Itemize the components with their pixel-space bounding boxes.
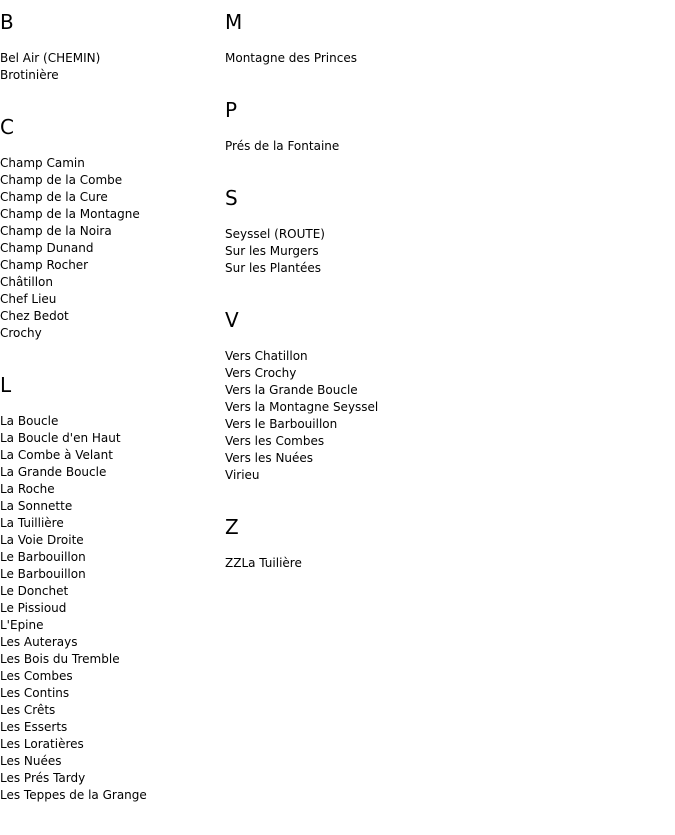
letter-heading: B [0,10,14,34]
street-list-item [0,566,215,583]
street-link[interactable]: Chef Lieu [0,292,57,306]
street-link[interactable]: La Tuillière [0,516,64,530]
street-link[interactable]: Vers le Barbouillon [225,417,338,431]
street-link[interactable]: Vers les Nuées [225,451,314,465]
street-list-item [225,555,665,572]
letter-group [225,186,665,277]
street-link[interactable]: Le Barbouillon [0,550,86,564]
street-list-item [0,50,215,67]
letter-heading: L [0,373,12,397]
street-list-item [0,189,215,206]
letter-group [0,115,215,342]
street-link[interactable]: Sur les Plantées [225,261,322,275]
street-list [225,226,665,277]
street-list-item [0,67,215,84]
street-link[interactable]: Les Nuées [0,754,62,768]
street-list-item [0,481,215,498]
letter-group [0,10,215,84]
street-list [0,413,215,804]
street-list-item [225,138,665,155]
letter-heading: C [0,115,14,139]
street-link[interactable]: Prés de la Fontaine [225,139,340,153]
street-link[interactable]: Châtillon [0,275,53,289]
street-list-item [0,753,215,770]
street-list [225,555,665,572]
street-link[interactable]: Champ de la Montagne [0,207,140,221]
letter-group [0,373,215,804]
street-list-item [0,274,215,291]
street-link[interactable]: Vers Chatillon [225,349,308,363]
street-link[interactable]: Champ Rocher [0,258,89,272]
street-link[interactable]: La Voie Droite [0,533,84,547]
street-list-item [225,348,665,365]
street-list-item [225,243,665,260]
street-link[interactable]: Les Loratières [0,737,84,751]
street-list-item [0,515,215,532]
street-link[interactable]: La Boucle [0,414,59,428]
street-list-item [0,617,215,634]
street-link[interactable]: Crochy [0,326,42,340]
street-link[interactable]: Champ de la Noira [0,224,112,238]
street-link[interactable]: Les Prés Tardy [0,771,86,785]
street-list-item [0,413,215,430]
street-list [225,138,665,155]
street-link[interactable]: La Grande Boucle [0,465,107,479]
street-list-item [0,702,215,719]
street-list-item [0,308,215,325]
letter-group [225,98,665,155]
street-link[interactable]: Les Contins [0,686,70,700]
street-link[interactable]: La Roche [0,482,55,496]
street-list-item [0,447,215,464]
street-list-item [0,172,215,189]
street-list [0,155,215,342]
street-link[interactable]: Les Combes [0,669,73,683]
street-list-item [225,467,665,484]
street-list-item [0,634,215,651]
street-list-item [0,464,215,481]
street-list-item [0,155,215,172]
street-link[interactable]: Champ de la Cure [0,190,108,204]
street-list-item [0,719,215,736]
street-list-item [0,736,215,753]
street-index-column-left [0,0,215,835]
street-list-item [225,50,665,67]
street-list-item [0,770,215,787]
street-link[interactable]: Les Teppes de la Grange [0,788,147,802]
letter-group [225,10,665,67]
letter-group [225,515,665,572]
street-list-item [0,430,215,447]
street-link[interactable]: Seyssel (ROUTE) [225,227,325,241]
street-link[interactable]: Vers la Montagne Seyssel [225,400,379,414]
letter-heading: M [225,10,243,34]
street-list [0,50,215,84]
street-list-item [0,206,215,223]
street-list-item [0,325,215,342]
street-link[interactable]: Chez Bedot [0,309,69,323]
street-link[interactable]: Virieu [225,468,260,482]
street-link[interactable]: Le Donchet [0,584,69,598]
street-list-item [0,583,215,600]
street-link[interactable]: Sur les Murgers [225,244,319,258]
street-list-item [0,240,215,257]
street-link[interactable]: La Boucle d'en Haut [0,431,121,445]
street-link[interactable]: Montagne des Princes [225,51,357,65]
street-list-item [0,498,215,515]
letter-group [225,308,665,484]
street-list [225,348,665,484]
letter-heading: Z [225,515,239,539]
street-list-item [0,787,215,804]
street-link[interactable]: La Sonnette [0,499,73,513]
street-link[interactable]: La Combe à Velant [0,448,113,462]
street-list-item [225,382,665,399]
street-link[interactable]: Les Crêts [0,703,56,717]
street-link[interactable]: Brotinière [0,68,59,82]
street-link[interactable]: ZZLa Tuilière [225,556,302,570]
street-list-item [225,365,665,382]
street-list-item [225,416,665,433]
street-list-item [0,291,215,308]
street-link[interactable]: Champ Dunand [0,241,94,255]
street-list-item [225,260,665,277]
street-link[interactable]: Vers Crochy [225,366,297,380]
street-list [225,50,665,67]
street-link[interactable]: Bel Air (CHEMIN) [0,51,101,65]
street-index-column-right [225,0,665,603]
street-list-item [0,223,215,240]
street-list-item [0,532,215,549]
street-list-item [225,450,665,467]
street-link[interactable]: Champ de la Combe [0,173,123,187]
street-list-item [0,600,215,617]
street-list-item [0,549,215,566]
street-list-item [0,257,215,274]
street-list-item [225,433,665,450]
street-link[interactable]: Les Bois du Tremble [0,652,120,666]
letter-heading: S [225,186,238,210]
street-list-item [225,399,665,416]
letter-heading: V [225,308,239,332]
street-list-item [0,685,215,702]
street-link[interactable]: Le Pissioud [0,601,67,615]
street-list-item [0,651,215,668]
street-link[interactable]: Les Esserts [0,720,68,734]
street-list-item [225,226,665,243]
street-link[interactable]: Le Barbouillon [0,567,86,581]
street-link[interactable]: L'Epine [0,618,44,632]
street-link[interactable]: Les Auterays [0,635,78,649]
street-list-item [0,668,215,685]
street-link[interactable]: Vers les Combes [225,434,325,448]
letter-heading: P [225,98,238,122]
street-link[interactable]: Vers la Grande Boucle [225,383,358,397]
street-link[interactable]: Champ Camin [0,156,85,170]
